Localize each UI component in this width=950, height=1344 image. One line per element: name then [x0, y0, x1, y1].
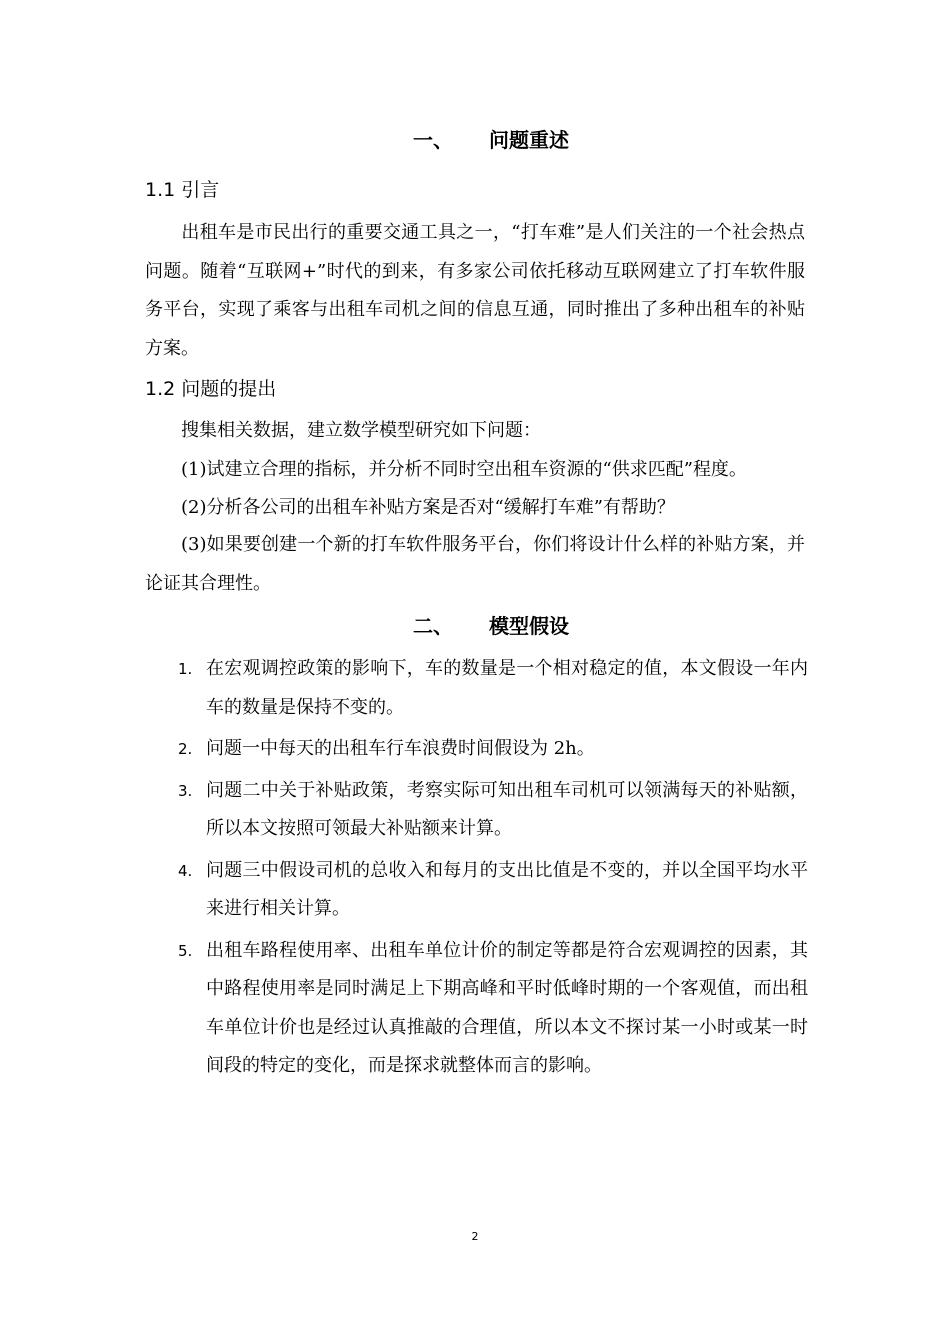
list-item-text: 问题一中每天的出租车行车浪费时间假设为 2h。	[206, 738, 595, 759]
section-title: 问题重述	[489, 128, 569, 152]
problem-1: (1)试建立合理的指标，并分析不同时空出租车资源的“供求匹配”程度。	[181, 459, 747, 480]
intro-paragraph	[145, 214, 805, 368]
problem-2: (2)分析各公司的出租车补贴方案是否对“缓解打车难”有帮助？	[181, 497, 675, 518]
list-item	[178, 932, 808, 1086]
problem-3	[145, 526, 805, 603]
list-marker: 1.	[178, 660, 193, 678]
section-number: 二、	[413, 614, 453, 638]
list-item	[178, 650, 808, 727]
intro-paragraph-text: 出租车是市民出行的重要交通工具之一，“打车难”是人们关注的一个社会热点问题。随着“互联网+”时代的到来，有多家公司依托移动互联网建立了打车软件服务平台，实现了乘客与出租车司机之间的信息互通，同时推出了多种出租车的补贴方案。	[145, 222, 805, 359]
list-item-text: 问题二中关于补贴政策，考察实际可知出租车司机可以领满每天的补贴额，所以本文按照可领最大补贴额来计算。	[206, 779, 808, 839]
subsection-heading-1-2: 1.2 问题的提出	[145, 378, 277, 400]
list-item-text: 问题三中假设司机的总收入和每月的支出比值是不变的，并以全国平均水平来进行相关计算。	[206, 859, 808, 919]
section-title: 模型假设	[489, 614, 569, 638]
list-marker: 3.	[178, 781, 193, 800]
section-number: 一、	[413, 128, 453, 152]
list-marker: 2.	[178, 740, 193, 758]
subsection-heading-1-1: 1.1 引言	[145, 179, 220, 201]
list-item	[178, 772, 808, 849]
section-heading-1	[0, 126, 950, 154]
list-marker: 5.	[178, 941, 193, 960]
assumption-list	[178, 650, 808, 1089]
list-item	[178, 852, 808, 929]
page-number: 2	[471, 1230, 479, 1243]
section-heading-2	[0, 612, 950, 640]
problem-3-text: (3)如果要创建一个新的打车软件服务平台，你们将设计什么样的补贴方案，并论证其合理性。	[145, 534, 805, 594]
list-item-text: 出租车路程使用率、出租车单位计价的制定等都是符合宏观调控的因素，其中路程使用率是同时满足上下期高峰和平时低峰时期的一个客观值，而出租车单位计价也是经过认真推敲的合理值，所以本文不探讨某一小时或某一时间段的特定的变化，而是探求就整体而言的影响。	[206, 939, 808, 1076]
list-marker: 4.	[178, 861, 193, 880]
list-item	[178, 730, 808, 769]
list-item-text: 在宏观调控政策的影响下，车的数量是一个相对稳定的值，本文假设一年内车的数量是保持不变的。	[206, 658, 808, 718]
problem-intro: 搜集相关数据，建立数学模型研究如下问题：	[181, 420, 541, 441]
